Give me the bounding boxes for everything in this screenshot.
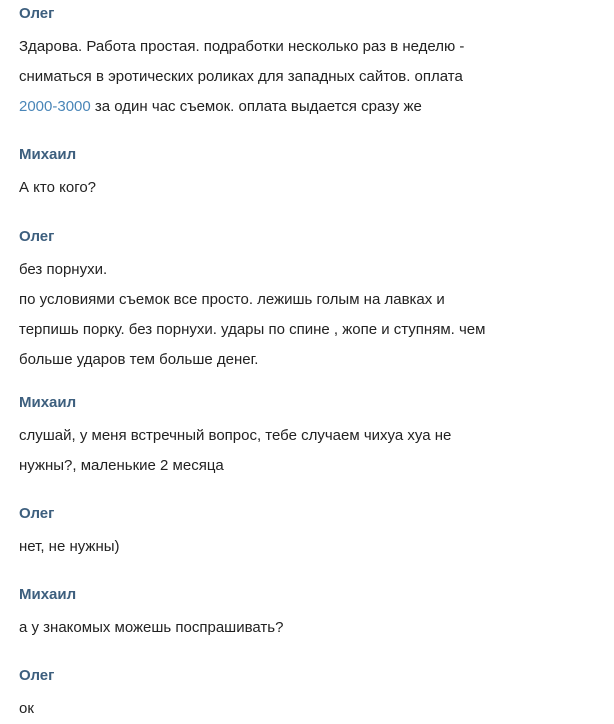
message-author[interactable]: Олег	[19, 667, 55, 684]
message-author[interactable]: Михаил	[19, 394, 77, 411]
message-line: сниматься в эротических роликах для западных сайтов. оплата	[19, 68, 463, 85]
message-text	[19, 532, 614, 562]
message-text	[19, 255, 614, 375]
message-text	[19, 32, 614, 122]
message-line: ок	[19, 700, 34, 717]
chat-message	[19, 505, 614, 562]
message-line: терпишь порку. без порнухи. удары по спине , жопе и ступням. чем	[19, 321, 486, 338]
chat-message	[19, 146, 614, 203]
message-author[interactable]: Олег	[19, 5, 55, 22]
message-text	[19, 173, 614, 203]
message-author[interactable]: Михаил	[19, 586, 77, 603]
message-line-tail: за один час съемок. оплата выдается сразу же	[90, 98, 422, 115]
chat-message	[19, 394, 614, 481]
message-line: без порнухи.	[19, 261, 108, 278]
message-line: нет, не нужны)	[19, 538, 120, 555]
message-line: Здарова. Работа простая. подработки несколько раз в неделю -	[19, 38, 465, 55]
message-text	[19, 421, 614, 481]
message-line: по условиями съемок все просто. лежишь голым на лавках и	[19, 291, 445, 308]
message-line: больше ударов тем больше денег.	[19, 351, 259, 368]
message-line: А кто кого?	[19, 179, 97, 196]
message-line: а у знакомых можешь поспрашивать?	[19, 619, 284, 636]
chat-message	[19, 228, 614, 375]
chat-message	[19, 5, 614, 122]
chat-message	[19, 667, 614, 724]
message-line	[19, 92, 614, 122]
message-text	[19, 613, 614, 643]
message-line: слушай, у меня встречный вопрос, тебе случаем чихуа хуа не	[19, 427, 452, 444]
chat-message	[19, 586, 614, 643]
message-author[interactable]: Олег	[19, 228, 55, 245]
message-author[interactable]: Олег	[19, 505, 55, 522]
message-text	[19, 694, 614, 724]
message-line: нужны?, маленькие 2 месяца	[19, 457, 224, 474]
amount-link[interactable]: 2000-3000	[19, 98, 91, 115]
message-author[interactable]: Михаил	[19, 146, 77, 163]
